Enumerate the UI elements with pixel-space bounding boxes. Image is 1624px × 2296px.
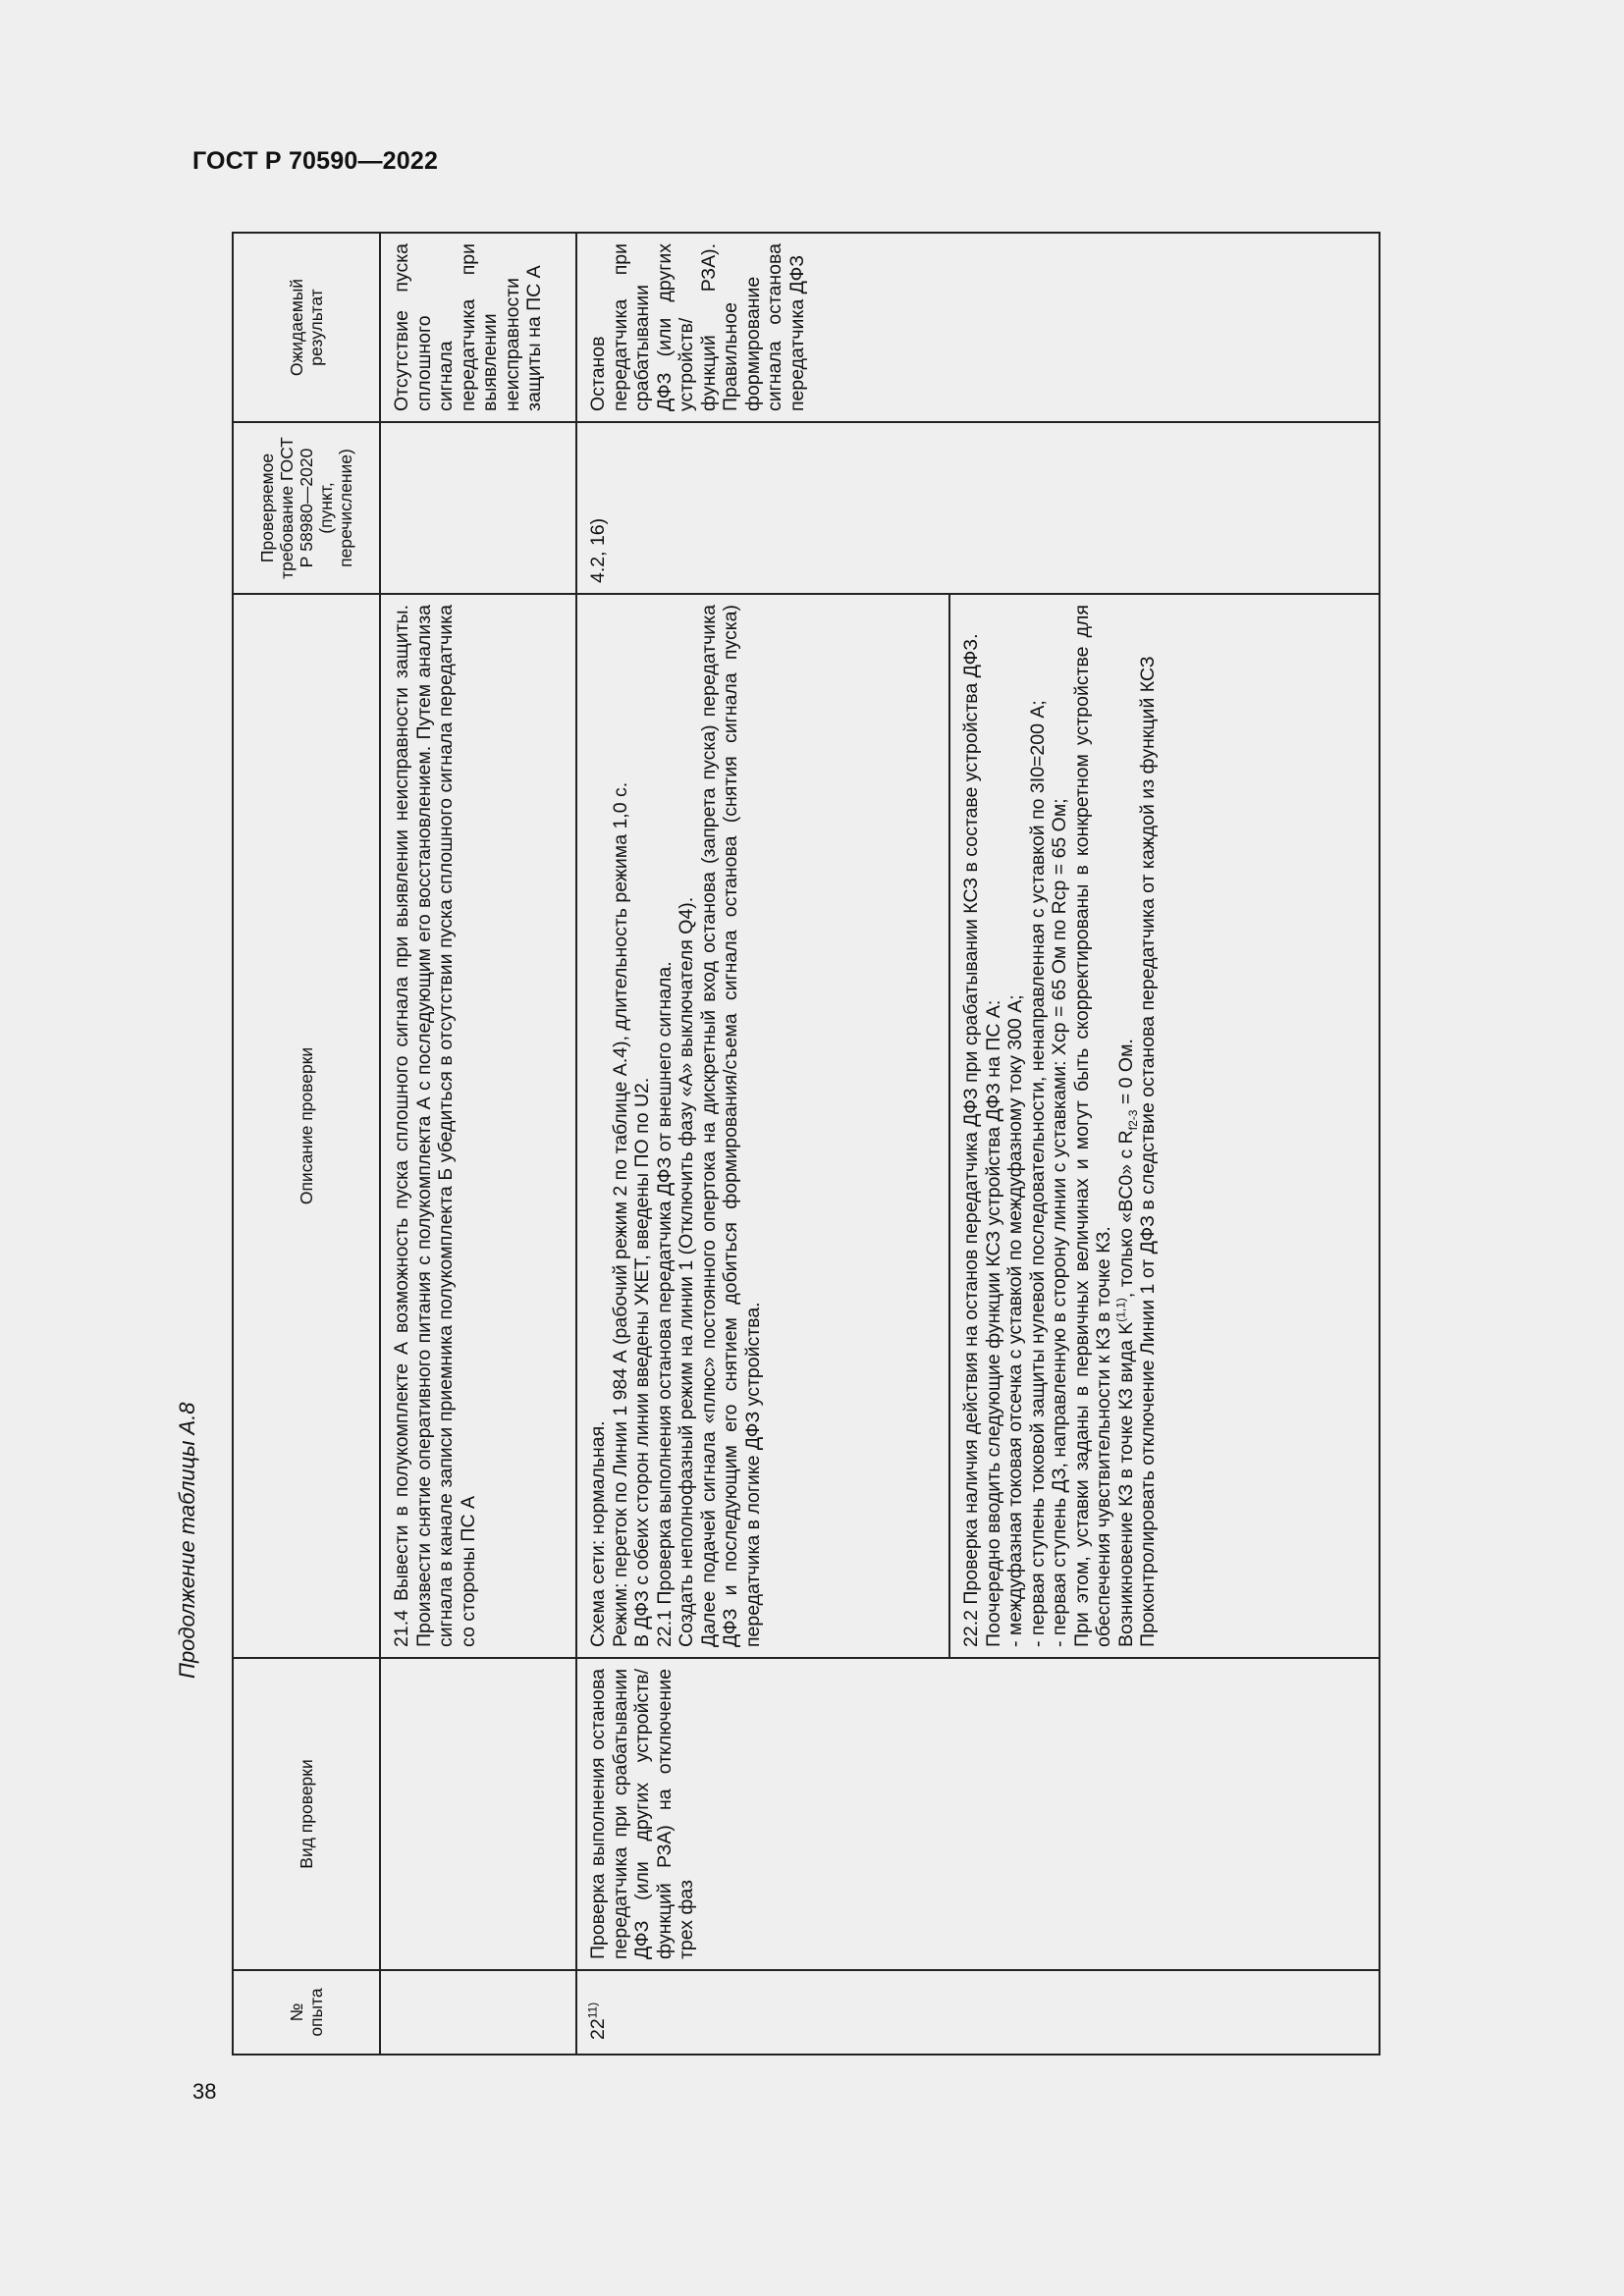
test-table (232, 232, 1380, 2056)
desc-line-kz (1115, 605, 1138, 1647)
desc-line: - междуфазная токовая отсечка с уставкой по междуфазному току 300 А; (1004, 994, 1026, 1647)
desc-line: 22.1 Проверка выполнения останова передатчика ДФЗ от внешнего сигнала. (653, 961, 676, 1647)
col-header-req: Проверяемое требование ГОСТ Р 58980—2020 (пункт, перечисление) (233, 422, 380, 594)
col-header-num: № опыта (233, 1970, 380, 2055)
desc-line: - первая ступень токовой защиты нулевой последовательности, ненаправленная с уставкой по 3I0=200 А; (1026, 700, 1049, 1647)
kz-text-2: , только «BC0» с R (1114, 1130, 1137, 1299)
desc-line: Режим: переток по Линии 1 984 А (рабочий режим 2 по таблице А.4), длительность режима 1,0 с. (609, 781, 631, 1647)
kz-subscript: f2-3 (1125, 1109, 1140, 1131)
document-header: ГОСТ Р 70590—2022 (192, 147, 439, 175)
test-number-footnote: 11) (585, 2002, 600, 2019)
cell-req: 4.2, 16) (576, 422, 1380, 594)
desc-line: Поочередно вводить следующие функции КСЗ устройства ДФЗ на ПС А: (982, 999, 1004, 1647)
cell-desc-part-b (949, 594, 1380, 1658)
desc-line: Далее подачей сигнала «плюс» постоянного опертока на дискретный вход останова (запрета пуска) передатчика ДФЗ и последующим его снятием добиться формирования/съема сигнала останова (снятия сигнала пуска) передатчика в логике ДФЗ устройства. (697, 605, 764, 1647)
cell-type-empty (380, 1658, 576, 1970)
col-header-desc: Описание проверки (233, 594, 380, 1658)
test-number: 22 (587, 2018, 609, 2040)
desc-line: Схема сети: нормальная. (587, 1420, 609, 1647)
cell-type: Проверка выполнения останова передатчика при срабатывании ДФЗ (или других устройств/функций РЗА) на отключение трех фаз (576, 1658, 1380, 1970)
cell-num (576, 1970, 1380, 2055)
header-row (233, 233, 380, 2055)
kz-superscript: (1,1) (1113, 1298, 1127, 1322)
table-row (380, 233, 576, 2055)
table-caption: Продолжение таблицы А.8 (175, 1402, 199, 1679)
kz-text-3: = 0 Ом. (1114, 1039, 1137, 1110)
cell-req-empty (380, 422, 576, 594)
desc-line: Создать неполнофазный режим на линии 1 (Отключить фазу «А» выключателя Q4). (676, 896, 697, 1647)
rotated-table-container (232, 234, 1380, 2056)
cell-result: Отсутствие пуска сплошного сигнала передатчика при выявлении неисправности защиты на ПС А (380, 233, 576, 422)
desc-line: - первая ступень ДЗ, направленную в сторону линии с уставками: Xср = 65 Ом по Rср = 65 Ом; (1049, 798, 1070, 1647)
desc-line: При этом, уставки заданы в первичных величинах и могут быть скорректированы в конкретном устройстве для обеспечения чувствительности к КЗ в точке К3. (1070, 605, 1114, 1647)
desc-line: Проконтролировать отключение Линии 1 от ДФЗ в следствие останова передатчика от каждой из функций КСЗ (1137, 656, 1159, 1647)
desc-line: В ДФЗ с обеих сторон линии введены УКЕТ, введены ПО по U2. (631, 1077, 653, 1647)
kz-text-1: Возникновение КЗ в точке К3 вида K (1114, 1321, 1137, 1647)
desc-line: 22.2 Проверка наличия действия на останов передатчика ДФЗ при срабатывании КСЗ в составе устройства ДФЗ. (960, 633, 982, 1647)
col-header-type: Вид проверки (233, 1658, 380, 1970)
cell-desc-part-a (576, 594, 949, 1658)
page-number: 38 (192, 2079, 217, 2104)
col-header-result: Ожидаемый результат (233, 233, 380, 422)
cell-result: Останов передатчика при срабатывании ДФЗ (или других устройств/функций РЗА). Правильное формирование сигнала останова передатчика ДФЗ (576, 233, 1380, 422)
caption-wrapper (157, 795, 206, 1679)
cell-num-empty (380, 1970, 576, 2055)
cell-desc: 21.4 Вывести в полукомплекте А возможность пуска сплошного сигнала при выявлении неисправности защиты. Произвести снятие оперативного питания с полукомплекта А с последующим его восстановлением. Путем анализа сигнала в канале записи приемника полукомплекта Б убедиться в отсутствии пуска сплошного сигнала передатчика со стороны ПС А (380, 594, 576, 1658)
table-row (576, 233, 949, 2055)
